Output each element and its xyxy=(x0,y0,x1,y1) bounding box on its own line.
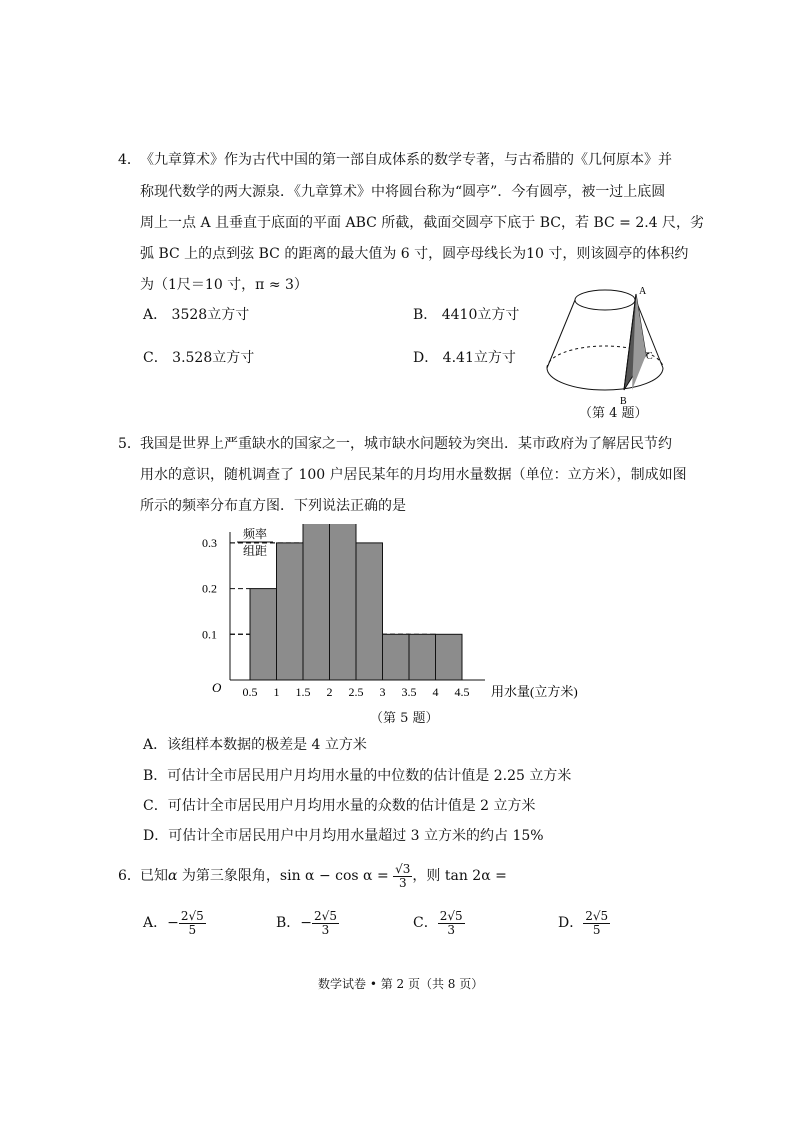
q6-number: 6． xyxy=(118,868,141,884)
origin-label: O xyxy=(212,680,222,695)
q6-option-a-frac xyxy=(179,910,206,937)
x-tick-label-8: 4.5 xyxy=(454,685,470,699)
q6-option-b-num: 2√5 xyxy=(314,908,337,923)
q6-option-a xyxy=(143,906,206,940)
x-tick-label-5: 3 xyxy=(379,685,386,699)
q5-option-b: B．可估计全市居民用户月均用水量的中位数的估计值是 2.25 立方米 xyxy=(143,768,572,784)
point-c-label: C xyxy=(646,351,653,362)
q6-option-b-sign: − xyxy=(300,915,313,931)
q6-fraction-num: √3 xyxy=(395,861,411,876)
y-tick-label-2: 0.3 xyxy=(202,535,217,550)
x-axis-label: 用水量(立方米) xyxy=(491,684,578,699)
bar-4 xyxy=(356,543,383,680)
point-a-label: A xyxy=(639,286,647,297)
q5-option-a: A．该组样本数据的极差是 4 立方米 xyxy=(143,737,367,753)
q6-option-c-den: 3 xyxy=(447,922,455,937)
x-tick-label-1: 1 xyxy=(273,685,280,699)
q4-number: 4． xyxy=(118,152,141,168)
q6-fraction-den: 3 xyxy=(398,875,407,890)
bar-0 xyxy=(250,589,277,680)
frustum-bottom-front xyxy=(547,368,663,390)
q5-number: 5． xyxy=(118,436,141,452)
q4-line-2: 称现代数学的两大源泉．《九章算术》中将圆台称为“圆亭”．今有圆亭，被一过上底圆 xyxy=(140,184,666,200)
q4-option-b: B． 4410立方寸 xyxy=(413,307,520,323)
q6-option-a-label: A． xyxy=(143,915,168,931)
y-tick-label-0: 0.1 xyxy=(202,627,217,642)
bar-5 xyxy=(383,634,410,680)
q6-option-c-label: C． xyxy=(413,915,438,931)
q5-line-2: 用水的意识，随机调查了 100 户居民某年的月均用水量数据（单位：立方米），制成如图 xyxy=(140,467,687,483)
q6-fraction xyxy=(393,863,412,890)
y-label-denominator: 组距 xyxy=(242,544,268,558)
bar-6 xyxy=(409,634,436,680)
q6-option-c-num: 2√5 xyxy=(439,908,463,923)
q6-option-a-den: 5 xyxy=(188,922,197,937)
x-tick-label-4: 2.5 xyxy=(348,685,364,699)
q4-line-1: 《九章算术》作为古代中国的第一部自成体系的数学专著，与古希腊的《几何原本》并 xyxy=(140,152,672,168)
bar-3 xyxy=(330,524,357,680)
x-tick-label-0: 0.5 xyxy=(242,685,258,699)
q6-option-c xyxy=(413,906,465,940)
page-footer: 数学试卷 • 第 2 页（共 8 页） xyxy=(318,977,484,991)
frustum-figure xyxy=(540,282,670,410)
q6-option-a-sign: − xyxy=(167,915,179,931)
q5-figure-caption: （第 5 题） xyxy=(370,711,439,726)
q6-option-c-frac xyxy=(438,910,465,937)
q4-option-c: C． 3.528立方寸 xyxy=(143,350,255,366)
frequency-histogram xyxy=(195,524,595,708)
q6-option-b-label: B． xyxy=(276,915,301,931)
q6-option-a-num: 2√5 xyxy=(180,908,204,923)
q4-option-d: D． 4.41立方寸 xyxy=(413,350,516,366)
q6-option-b-frac xyxy=(312,910,339,937)
q5-line-1: 我国是世界上严重缺水的国家之一，城市缺水问题较为突出．某市政府为了解居民节约 xyxy=(140,436,672,452)
q6-stem-post: ，则 tan 2α = xyxy=(412,868,507,884)
q6-stem-mid: 为第三象限角，sin α − cos α = xyxy=(177,868,394,884)
q6-option-d-frac xyxy=(583,910,610,937)
x-tick-label-2: 1.5 xyxy=(295,685,311,699)
frustum-top-ellipse xyxy=(575,290,635,310)
y-tick-label-1: 0.2 xyxy=(202,581,217,596)
bar-2 xyxy=(303,524,330,680)
q4-line-5: 为（1尺＝10 寸，π ≈ 3） xyxy=(140,277,308,293)
q6-option-b-den: 3 xyxy=(321,922,330,937)
point-b-label: B xyxy=(620,396,627,407)
q5-option-d: D．可估计全市居民用户中月均用水量超过 3 立方米的约占 15% xyxy=(143,828,544,844)
q6-option-b xyxy=(276,906,339,940)
q5-line-3: 所示的频率分布直方图．下列说法正确的是 xyxy=(140,498,406,514)
x-tick-label-3: 2 xyxy=(326,685,333,699)
bar-1 xyxy=(277,543,304,680)
q6-option-d xyxy=(558,906,610,940)
q4-figure-caption: （第 4 题） xyxy=(579,406,648,421)
q5-option-c: C．可估计全市居民用户月均用水量的众数的估计值是 2 立方米 xyxy=(143,798,536,814)
x-tick-label-7: 4 xyxy=(432,685,439,699)
q4-option-a: A． 3528立方寸 xyxy=(143,307,250,323)
q4-line-3: 周上一点 A 且垂直于底面的平面 ABC 所截，截面交圆亭下底于 BC，若 BC = 2.4 尺，劣 xyxy=(140,215,705,231)
q6-stem-pre: 已知 xyxy=(140,868,168,884)
q6-stem xyxy=(140,858,507,894)
x-tick-label-6: 3.5 xyxy=(401,685,417,699)
bar-7 xyxy=(436,634,463,680)
q6-option-d-den: 5 xyxy=(592,922,601,937)
q4-line-4: 弧 BC 上的点到弦 BC 的距离的最大值为 6 寸，圆亭母线长为10 寸，则该圆亭的体积约 xyxy=(140,246,689,262)
frustum-left-side xyxy=(547,300,575,368)
q6-option-d-label: D． xyxy=(558,915,584,931)
q6-option-d-num: 2√5 xyxy=(585,908,609,923)
y-label-numerator: 频率 xyxy=(242,527,268,541)
q6-alpha: α xyxy=(168,868,178,884)
